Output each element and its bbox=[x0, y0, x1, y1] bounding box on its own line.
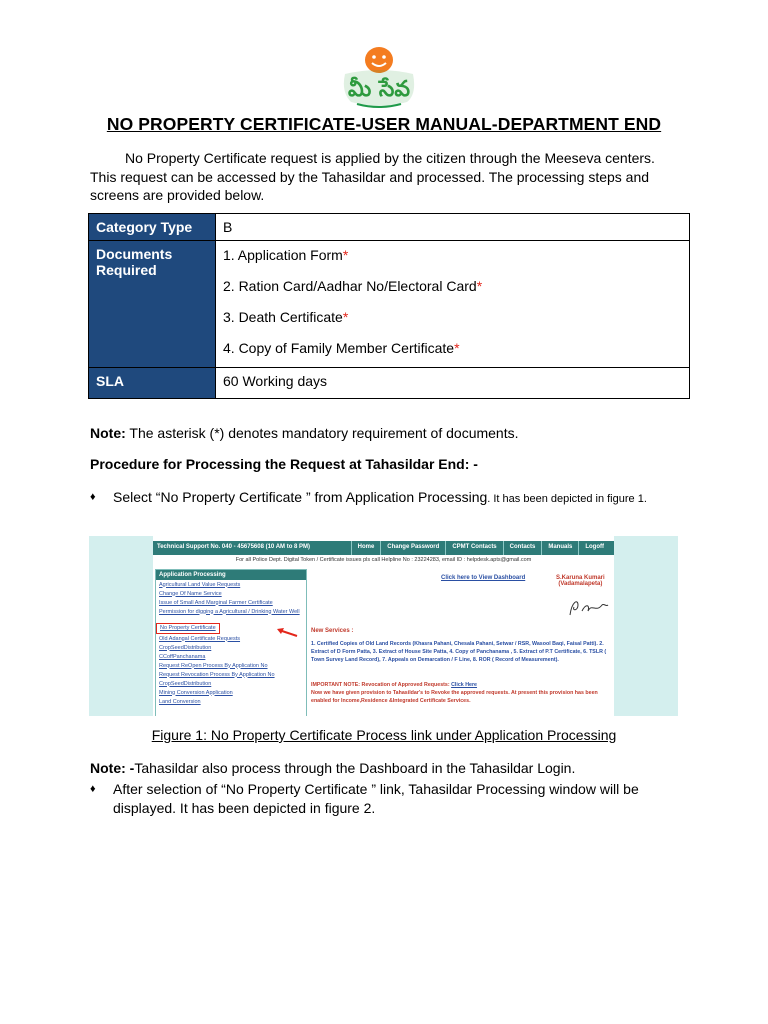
figure-caption: Figure 1: No Property Certificate Process link under Application Processing bbox=[151, 727, 617, 743]
svg-text:మీ సేవ: మీ సేవ bbox=[347, 77, 411, 102]
menu-item[interactable]: Change Of Name Service bbox=[159, 590, 222, 597]
application-processing-menu: Application Processing Agricultural Land Value Requests Change Of Name Service Issue of Small And Marginal Farmer Certificate Permission for digging a Agricultural / Drinking Water Well No Property Certificate Old Adangal Certificate Requests CropSeedDistribution CCoffPanchanama Request ReOpen Process By Application No Request Revocation Process By Application No CropSeedDistribution Mining Conversion Application Land Conversion bbox=[155, 569, 307, 716]
nav-cpmt-contacts[interactable]: CPMT Contacts bbox=[445, 541, 502, 555]
note-mandatory: Note: The asterisk (*) denotes mandatory requirement of documents. bbox=[90, 425, 519, 441]
bullet-processing-window: ♦ After selection of “No Property Certificate ” link, Tahasildar Processing window will be displayed. It has been depicted in figure 2. bbox=[90, 781, 639, 816]
figure-1-screenshot bbox=[89, 536, 678, 716]
services-list: 1. Certified Copies of Old Land Records (Khasra Pahani, Chesala Pahani, Setwar / RSR, Wasool Baqi, Faisal Patti). 2. Extract of D Form Patta, 3. Extract of House Site Patta, 4. Copy of Panchanama , 5. Extract of P.T Certificate, 6. TSLR ( Town Survey Land Record), 7. Appeals on Demarcation / F Line, 8. ROR ( Record of Measurement). bbox=[311, 641, 607, 663]
documents-list bbox=[216, 241, 690, 368]
table-row bbox=[89, 241, 690, 368]
table-row bbox=[89, 214, 690, 241]
meeseva-logo-icon bbox=[337, 44, 421, 114]
table-row bbox=[89, 368, 690, 399]
menu-item[interactable]: Land Conversion bbox=[159, 698, 201, 705]
click-here-link[interactable]: Click Here bbox=[451, 682, 478, 688]
officer-info: S.Karuna Kumari (Vadamalapeta) bbox=[556, 575, 605, 587]
screenshot-topbar: Technical Support No. 040 - 45675608 (10 AM to 8 PM) Home Change Password CPMT Contacts Contacts Manuals Logoff bbox=[153, 541, 614, 555]
category-value: B bbox=[216, 214, 690, 241]
new-services-label: New Services : bbox=[311, 628, 354, 634]
sla-value: 60 Working days bbox=[216, 368, 690, 399]
menu-item[interactable]: CropSeedDistribution bbox=[159, 680, 212, 687]
nav-logoff[interactable]: Logoff bbox=[578, 541, 610, 555]
documents-label: Documents Required bbox=[89, 241, 216, 368]
note-dashboard: Note: -Tahasildar also process through the Dashboard in the Tahasildar Login. bbox=[90, 760, 576, 776]
diamond-bullet-icon: ♦ bbox=[90, 783, 96, 795]
list-item: 4. Copy of Family Member Certificate* bbox=[223, 340, 460, 356]
nav-contacts[interactable]: Contacts bbox=[503, 541, 542, 555]
bullet-select-step: ♦ Select “No Property Certificate ” from Application Processing. It has been depicted in figure 1. bbox=[90, 489, 647, 505]
menu-item[interactable]: Agricultural Land Value Requests bbox=[159, 581, 241, 588]
menu-item[interactable]: Issue of Small And Marginal Farmer Certificate bbox=[159, 599, 273, 606]
red-arrow-icon bbox=[273, 626, 299, 640]
category-label: Category Type bbox=[89, 214, 216, 241]
menu-item[interactable]: CropSeedDistribution bbox=[159, 644, 212, 651]
menu-item[interactable]: Request ReOpen Process By Application No bbox=[159, 662, 268, 669]
menu-item[interactable]: Permission for digging a Agricultural / Drinking Water Well bbox=[159, 608, 300, 615]
list-item: 2. Ration Card/Aadhar No/Electoral Card* bbox=[223, 278, 483, 294]
view-dashboard-link[interactable]: Click here to View Dashboard bbox=[441, 575, 526, 581]
nav-manuals[interactable]: Manuals bbox=[541, 541, 578, 555]
menu-item[interactable]: Old Adangal Certificate Requests bbox=[159, 635, 241, 642]
sla-label: SLA bbox=[89, 368, 216, 399]
menu-item[interactable]: Request Revocation Process By Application No bbox=[159, 671, 275, 678]
requirements-table bbox=[88, 213, 690, 399]
diamond-bullet-icon: ♦ bbox=[90, 491, 96, 503]
intro-paragraph: No Property Certificate request is applied by the citizen through the Meeseva centers. This request can be accessed by the Tahasildar and processed. The processing steps and screens are provided below. bbox=[90, 150, 655, 203]
page-title: NO PROPERTY CERTIFICATE-USER MANUAL-DEPARTMENT END bbox=[106, 114, 662, 134]
menu-item-no-property-certificate[interactable]: No Property Certificate bbox=[157, 624, 219, 633]
list-item: 1. Application Form* bbox=[223, 247, 349, 263]
menu-item[interactable]: CCoffPanchanama bbox=[159, 653, 206, 660]
signature-icon bbox=[566, 593, 611, 621]
dashboard-panel bbox=[311, 573, 611, 716]
nav-change-password[interactable]: Change Password bbox=[380, 541, 445, 555]
important-note: IMPORTANT NOTE: Revocation of Approved Requests: Click Here Now we have given provision to Tahasildar's to Revoke the approved requests. At present this provision has been enabled for Income,Residence &Integrated Certificate Services. bbox=[311, 682, 598, 704]
helpline-text: For all Police Dept. Digital Token / Certificate issues pls call Helpline No : 23224283, email ID : helpdesk.apts@gmail.com bbox=[235, 557, 532, 563]
nav-home[interactable]: Home bbox=[351, 541, 381, 555]
list-item: 3. Death Certificate* bbox=[223, 309, 349, 325]
procedure-heading: Procedure for Processing the Request at Tahasildar End: - bbox=[90, 456, 478, 472]
menu-item[interactable]: Mining Conversion Application bbox=[159, 689, 233, 696]
